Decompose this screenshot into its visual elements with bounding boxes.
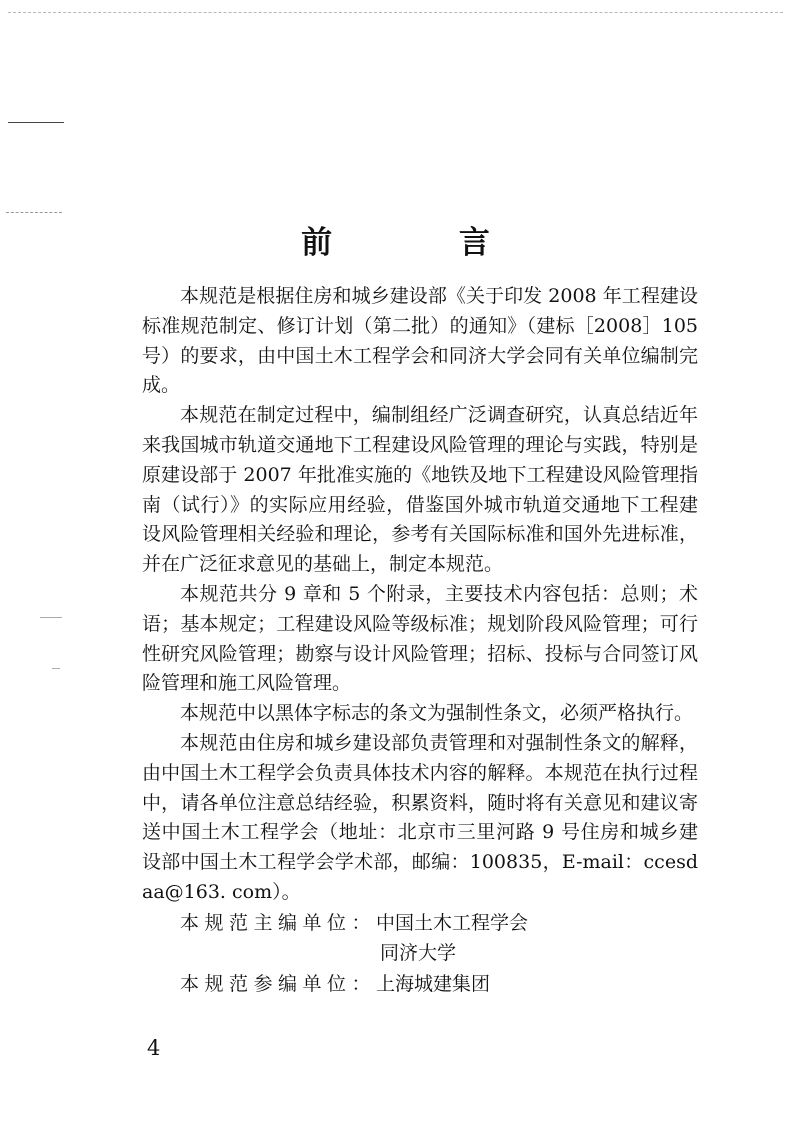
participating-editor-label: 本规范参编单位：: [180, 972, 377, 995]
margin-rule: [8, 122, 64, 123]
preface-body: [142, 282, 698, 999]
participating-editor-unit: 上海城建集团: [376, 972, 491, 995]
scan-edge-line: [8, 12, 783, 13]
chief-editor-unit: 同济大学: [380, 942, 457, 965]
participating-editor-row: [142, 969, 698, 1000]
margin-tick: [52, 668, 60, 669]
margin-dash: [6, 212, 62, 213]
paragraph: 本规范是根据住房和城乡建设部《关于印发 2008 年工程建设标准规范制定、修订计划（第二批）的通知》（建标［2008］105 号）的要求，由中国土木工程学会和同济大学会同有关单位编制完成。: [142, 285, 698, 397]
paragraph: 本规范由住房和城乡建设部负责管理和对强制性条文的解释，由中国土木工程学会负责具体技术内容的解释。本规范在执行过程中，请各单位注意总结经验，积累资料，随时将有关意见和建议寄送中国土木工程学会（地址：北京市三里河路 9 号住房和城乡建设部中国土木工程学会学术部，邮编：100835，E-mail：ccesdaa@163. com）。: [142, 731, 698, 903]
page-title: 前 言: [301, 224, 548, 261]
chief-editor-row: [142, 908, 698, 939]
chief-editor-unit: 中国土木工程学会: [376, 911, 529, 934]
paragraph: 本规范中以黑体字标志的条文为强制性条文，必须严格执行。: [180, 702, 694, 725]
margin-tick: [40, 617, 62, 618]
page-number: 4: [147, 1036, 161, 1060]
paragraph: 本规范共分 9 章和 5 个附录，主要技术内容包括：总则；术语；基本规定；工程建设风险等级标准；规划阶段风险管理；可行性研究风险管理；勘察与设计风险管理；招标、投标与合同签订风险管理和施工风险管理。: [142, 582, 698, 695]
chief-editor-label: 本规范主编单位：: [180, 911, 377, 934]
paragraph: 本规范在制定过程中，编制组经广泛调查研究，认真总结近年来我国城市轨道交通地下工程建设风险管理的理论与实践，特别是原建设部于 2007 年批准实施的《地铁及地下工程建设风险管理指南（试行）》的实际应用经验，借鉴国外城市轨道交通地下工程建设风险管理相关经验和理论，参考有关国际标准和国外先进标准，并在广泛征求意见的基础上，制定本规范。: [142, 404, 698, 576]
